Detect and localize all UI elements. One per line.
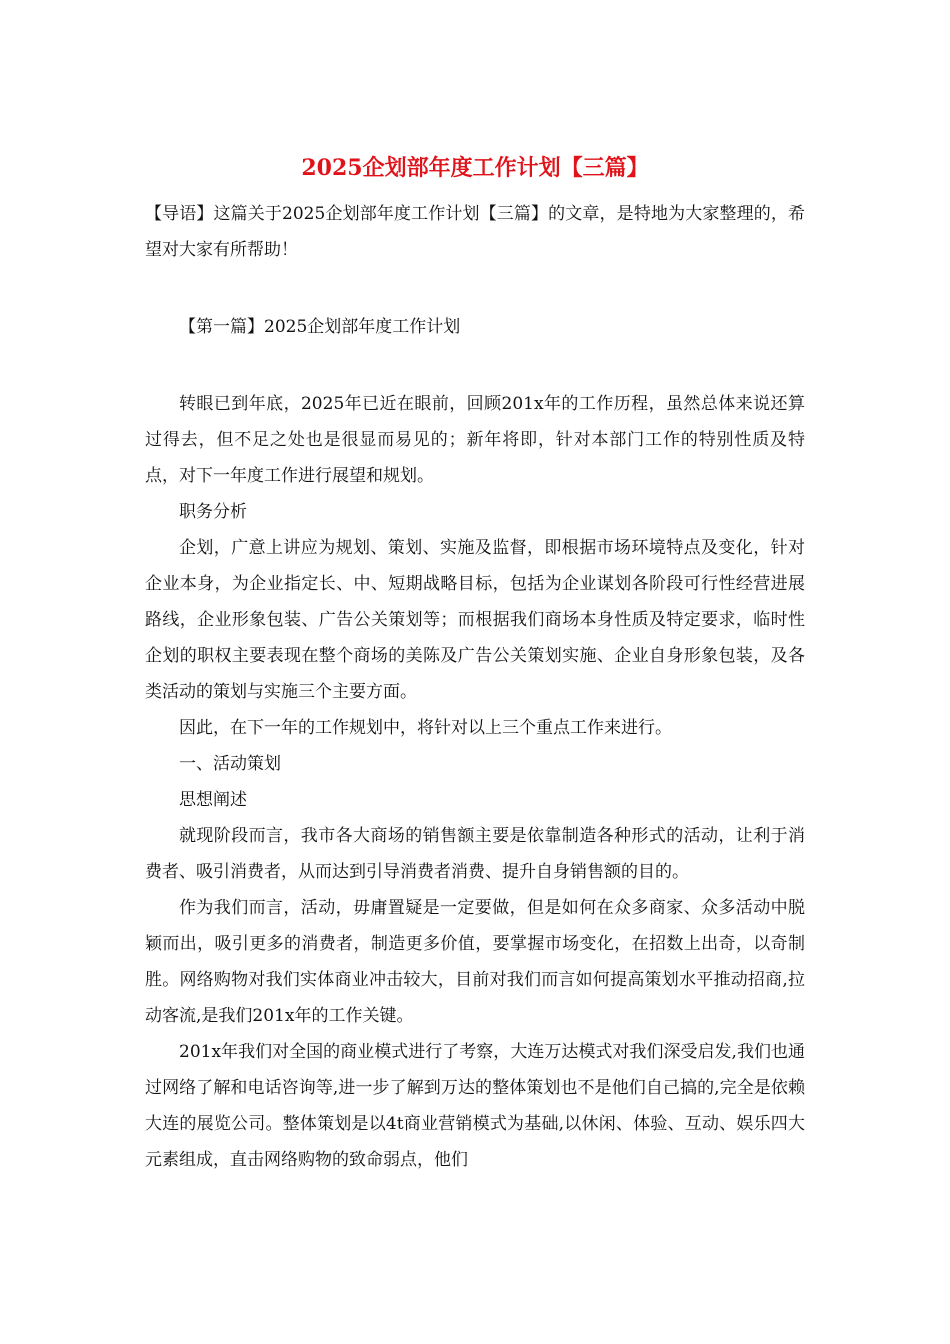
body-paragraph: 企划，广意上讲应为规划、策划、实施及监督，即根据市场环境特点及变化，针对企业本身，为企业指定长、中、短期战略目标，包括为企业谋划各阶段可行性经营进展路线，企业形象包装、广告公关策划等；而根据我们商场本身性质及特定要求，临时性企划的职权主要表现在整个商场的美陈及广告公关策划实施、企业自身形象包装，及各类活动的策划与实施三个主要方面。 xyxy=(145,538,805,702)
subheading: 一、活动策划 xyxy=(179,754,281,774)
body-paragraph: 就现阶段而言，我市各大商场的销售额主要是依靠制造各种形式的活动，让利于消费者、吸引消费者，从而达到引导消费者消费、提升自身销售额的目的。 xyxy=(145,826,805,882)
body-paragraph: 作为我们而言，活动，毋庸置疑是一定要做，但是如何在众多商家、众多活动中脱颖而出，吸引更多的消费者，制造更多价值，要掌握市场变化，在招数上出奇，以奇制胜。网络购物对我们实体商业冲击较大，目前对我们而言如何提高策划水平推动招商,拉动客流,是我们201x年的工作关键。 xyxy=(145,898,805,1026)
document-title: 2025企划部年度工作计划【三篇】 xyxy=(301,155,649,181)
body-paragraph: 因此，在下一年的工作规划中，将针对以上三个重点工作来进行。 xyxy=(179,718,672,738)
body-paragraph: 201x年我们对全国的商业模式进行了考察，大连万达模式对我们深受启发,我们也通过网络了解和电话咨询等,进一步了解到万达的整体策划也不是他们自己搞的,完全是依赖大连的展览公司。整体策划是以4t商业营销模式为基础,以休闲、体验、互动、娱乐四大元素组成，直击网络购物的致命弱点，他们 xyxy=(145,1042,805,1170)
subheading: 职务分析 xyxy=(179,502,247,522)
body-paragraph: 转眼已到年底，2025年已近在眼前，回顾201x年的工作历程，虽然总体来说还算过得去，但不足之处也是很显而易见的；新年将即，针对本部门工作的特别性质及特点，对下一年度工作进行展望和规划。 xyxy=(145,394,805,486)
section-heading: 【第一篇】2025企划部年度工作计划 xyxy=(179,317,461,337)
subheading: 思想阐述 xyxy=(179,790,247,810)
intro-paragraph: 【导语】这篇关于2025企划部年度工作计划【三篇】的文章，是特地为大家整理的，希望对大家有所帮助！ xyxy=(145,204,805,260)
document-body xyxy=(145,196,805,1178)
